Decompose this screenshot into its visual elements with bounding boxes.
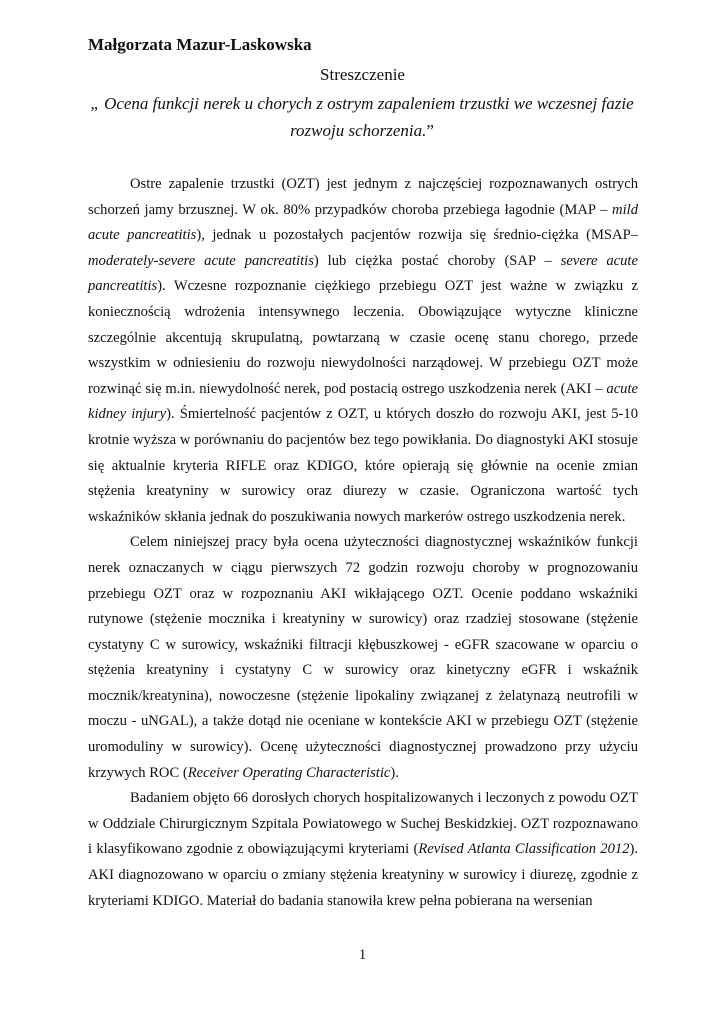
- text-run: Ostre zapalenie trzustki (OZT) jest jednym z najczęściej rozpoznawanych ostrych schorzeń jamy brzusznej. W ok. 80% przypadków choroba przebiega łagodnie (MAP –: [88, 176, 638, 218]
- text-run: ), jednak u pozostałych pacjentów rozwija się średnio-ciężka (MSAP–: [196, 227, 638, 244]
- body-text: [88, 172, 638, 914]
- summary-heading: Streszczenie: [320, 65, 405, 84]
- text-run: ). Wczesne rozpoznanie ciężkiego przebiegu OZT jest ważne w związku z koniecznością wdrożenia intensywnego leczenia. Obowiązujące wytyczne kliniczne szczególnie akcentują skrupulatną, powtarzaną w czasie ocenę stanu chorego, przede wszystkim w odniesieniu do rozwoju niewydolności narządowej. W przebiegu OZT może rozwinąć się m.in. niewydolność nerek, pod postacią ostrego uszkodzenia nerek (AKI –: [88, 278, 638, 397]
- text-run: Badaniem objęto 66 dorosłych chorych hospitalizowanych i leczonych z powodu OZT w Oddziale Chirurgicznym Szpitala Powiatowego w Suchej Beskidzkiej. OZT rozpoznawano i klasyfikowano zgodnie z obowiązującymi kryteriami (: [88, 790, 638, 858]
- text-run: ). Śmiertelność pacjentów z OZT, u których doszło do rozwoju AKI, jest 5-10 krotnie wyższa w porównaniu do pacjentów bez tego powikłania. Do diagnostyki AKI stosuje się aktualnie kryteria RIFLE oraz KDIGO, które opierają się głównie na ocenie zmian stężenia kreatyniny w surowicy oraz diurezy w czasie. Ograniczona wartość tych wskaźników skłania jednak do poszukiwania nowych markerów ostrego uszkodzenia nerek.: [88, 406, 638, 525]
- author-name: Małgorzata Mazur-Laskowska: [88, 35, 312, 54]
- italic-term: Revised Atlanta Classification 2012: [418, 841, 630, 858]
- paragraph-methods: [88, 786, 638, 914]
- title-close-quote: ”: [426, 121, 434, 140]
- text-run: ).: [390, 764, 399, 781]
- title-text: „ Ocena funkcji nerek u chorych z ostrym zapaleniem trzustki we wczesnej fazie rozwoju schorzenia.: [90, 94, 634, 140]
- text-run: Celem niniejszej pracy była ocena użyteczności diagnostycznej wskaźników funkcji nerek oznaczanych w ciągu pierwszych 72 godzin rozwoju choroby w prognozowaniu przebiegu OZT oraz w rozpoznaniu AKI wikłającego OZT. Ocenie poddano wskaźniki rutynowe (stężenie mocznika i kreatyniny w surowicy) oraz rzadziej stosowane (stężenie cystatyny C w surowicy, wskaźniki filtracji kłębuszkowej - eGFR szacowane w oparciu o stężenia kreatyniny i cystatyny C w surowicy oraz kinetyczny eGFR i wskaźnik mocznik/kreatynina), nowoczesne (stężenie lipokaliny związanej z żelatynazą neutrofili w moczu - uNGAL), a także dotąd nie oceniane w kontekście AKI w przebiegu OZT (stężenie uromoduliny w surowicy). Ocenę użyteczności diagnostycznej prowadzono przy użyciu krzywych ROC (: [88, 534, 638, 781]
- italic-term: severe acute pancreatitis: [88, 252, 638, 295]
- paragraph-introduction: [88, 172, 638, 530]
- italic-term: Receiver Operating Characteristic: [187, 764, 391, 781]
- italic-term: acute kidney injury: [88, 380, 638, 423]
- text-run: ) lub ciężka postać choroby (SAP –: [313, 252, 561, 269]
- italic-term: moderately-severe acute pancreatitis: [88, 252, 314, 269]
- page-number: 1: [358, 947, 367, 963]
- italic-term: mild acute pancreatitis: [88, 201, 638, 244]
- document-title: [82, 90, 642, 144]
- paragraph-aim: [88, 530, 638, 786]
- text-run: ). AKI diagnozowano w oparciu o zmiany stężenia kreatyniny w surowicy i diurezę, zgodnie z kryteriami KDIGO. Materiał do badania stanowiła krew pełna pobierana na wersenian: [88, 841, 638, 909]
